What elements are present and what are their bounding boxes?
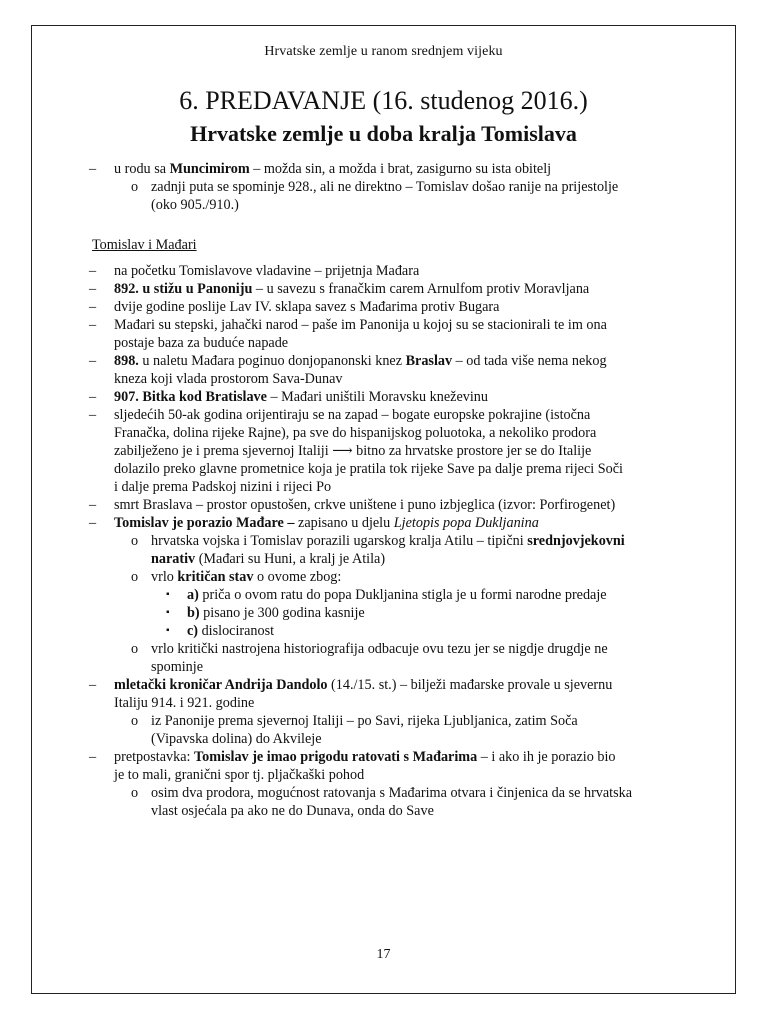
square-bullet: ▪ [166,589,170,600]
circle-bullet: o [131,179,139,195]
list-item: – u rodu sa Muncimirom – možda sin, a možda i brat, zasigurno su ista obitelj [89,161,552,177]
dash-bullet: – [89,677,97,693]
list-item: ▪ c) dislociranost [166,623,275,639]
list-item: – sljedećih 50-ak godina orijentiraju se na zapad – bogate europske pokrajine (istočna Franačka, dolina rijeke Rajne), pa sve do hispanijskog poluotoka, a nekoliko prodora zabilježeno je i prema sjevernoj Italiji ⟶ bitno za hrvatske prostore jer se do Italije dolazilo preko glavne prometnice koja je pratila tok rijeke Save pa dalje prema rijeci Soči i dalje prema Padskoj nizini i rijeci Po [89,407,623,495]
list-item: – Tomislav je porazio Mađare – zapisano u djelu Ljetopis popa Dukljanina [89,515,539,531]
list-item: ▪ b) pisano je 300 godina kasnije [166,605,365,621]
dash-bullet: – [89,161,97,177]
dash-bullet: – [89,263,97,279]
dash-bullet: – [89,515,97,531]
dash-bullet: – [89,299,97,315]
circle-bullet: o [131,533,139,549]
list-item: – na početku Tomislavove vladavine – prijetnja Mađara [89,263,420,279]
circle-bullet: o [131,713,139,729]
list-item: o hrvatska vojska i Tomislav porazili ugarskog kralja Atilu – tipični srednjovjekovni narativ (Mađari su Huni, a kralj je Atila) [131,533,625,567]
lecture-content [89,160,689,820]
running-header: Hrvatske zemlje u ranom srednjem vijeku [264,44,503,59]
page-number: 17 [376,947,391,962]
list-item: o osim dva prodora, mogućnost ratovanja s Mađarima otvara i činjenica da se hrvatska vlast osjećala pa ako ne do Dunava, onda do Save [131,785,633,819]
list-item: o zadnji puta se spominje 928., ali ne direktno – Tomislav došao ranije na prijestolje (oko 905./910.) [131,179,619,213]
dash-bullet: – [89,497,97,513]
list-item: – dvije godine poslije Lav IV. sklapa savez s Mađarima protiv Bugara [89,299,500,315]
list-item: o vrlo kritički nastrojena historiografija odbacuje ovu tezu jer se nigdje drugdje ne spominje [131,641,608,675]
dash-bullet: – [89,353,97,369]
circle-bullet: o [131,785,139,801]
circle-bullet: o [131,641,139,657]
square-bullet: ▪ [166,625,170,636]
list-item: – pretpostavka: Tomislav je imao prigodu ratovati s Mađarima – i ako ih je porazio bio je to mali, granični spor tj. pljačkaški pohod [89,749,616,783]
square-bullet: ▪ [166,607,170,618]
dash-bullet: – [89,407,97,423]
lecture-subtitle: Hrvatske zemlje u doba kralja Tomislava [190,121,577,146]
list-item: – smrt Braslava – prostor opustošen, crkve uništene i puno izbjeglica (izvor: Porfirogenet) [89,497,616,513]
dash-bullet: – [89,749,97,765]
list-item: – 907. Bitka kod Bratislave – Mađari uništili Moravsku kneževinu [89,389,488,405]
list-item: ▪ a) priča o ovom ratu do popa Dukljanina stigla je u formi narodne predaje [166,587,607,603]
dash-bullet: – [89,281,97,297]
list-item: – 898. u naletu Mađara poginuo donjopanonski knez Braslav – od tada više nema nekog kneza koji vlada prostorom Sava-Dunav [89,353,607,387]
list-item: – 892. u stižu u Panoniju – u savezu s franačkim carem Arnulfom protiv Moravljana [89,281,590,297]
circle-bullet: o [131,569,139,585]
list-item: – Mađari su stepski, jahački narod – paše im Panonija u kojoj su se stacionirali te im ona postaje baza za buduće napade [89,317,607,351]
list-item: o iz Panonije prema sjevernoj Italiji – po Savi, rijeka Ljubljanica, zatim Soča (Vipavska dolina) do Akvileje [131,713,578,747]
list-item: – mletački kroničar Andrija Dandolo (14./15. st.) – bilježi mađarske provale u sjevernu Italiju 914. i 921. godine [89,677,613,711]
dash-bullet: – [89,389,97,405]
dash-bullet: – [89,317,97,333]
document-page [31,25,736,994]
lecture-title: 6. PREDAVANJE (16. studenog 2016.) [179,86,588,115]
list-item: o vrlo kritičan stav o ovome zbog: [131,569,342,585]
section-heading: Tomislav i Mađari [92,237,197,253]
